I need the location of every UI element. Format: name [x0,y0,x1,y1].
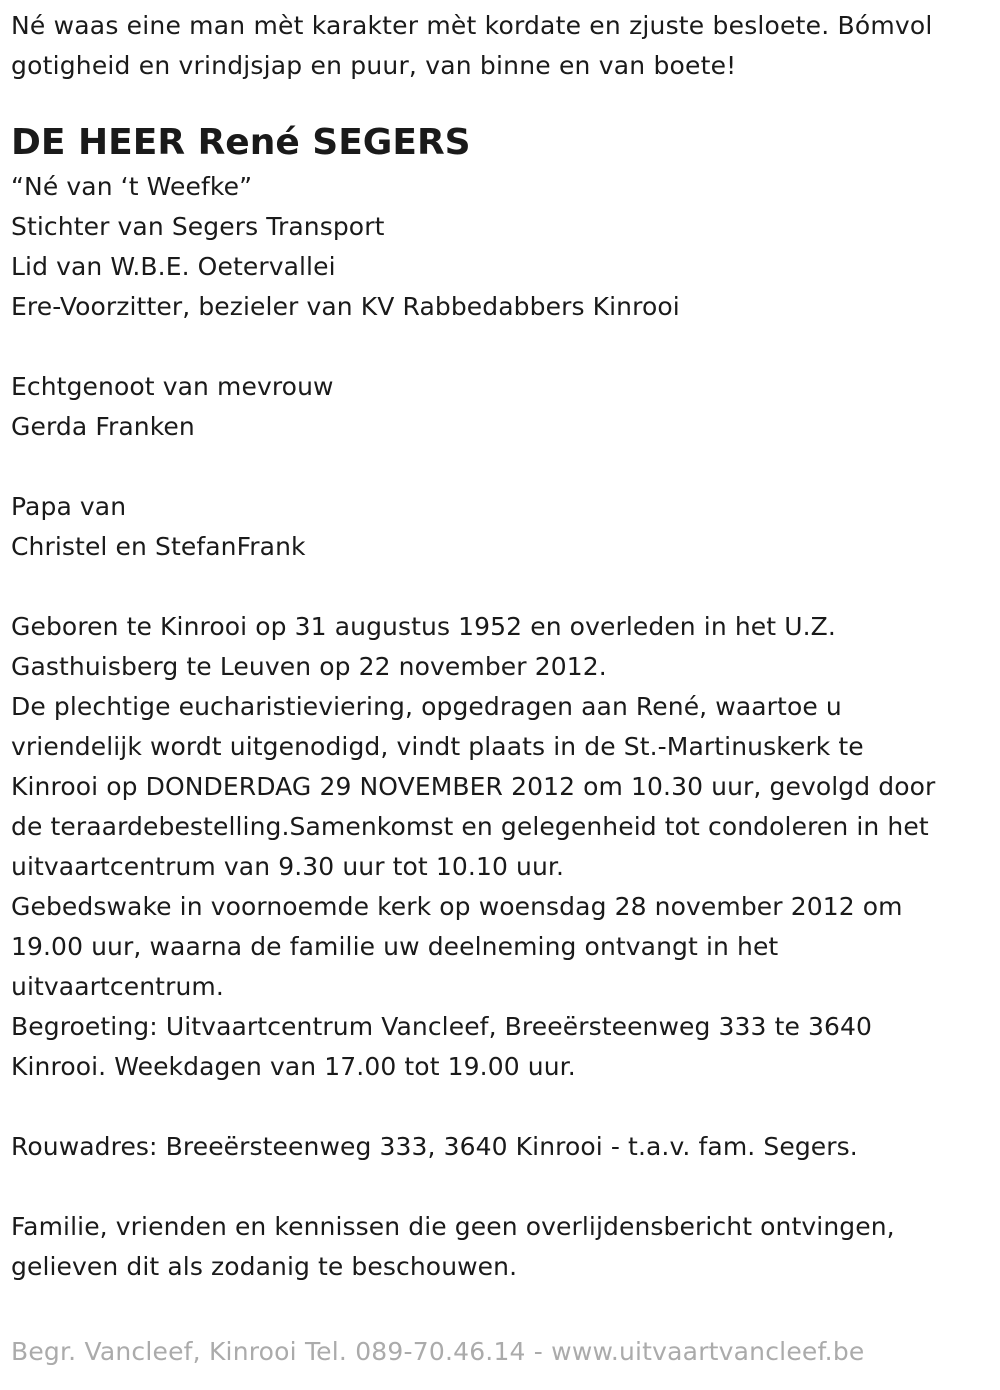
role-line: Lid van W.B.E. Oetervallei [11,252,336,281]
details-line: uitvaartcentrum van 9.30 uur tot 10.10 uur. [11,852,565,881]
details-line: 19.00 uur, waarna de familie uw deelneming ontvangt in het [11,932,779,961]
details-line: Kinrooi op DONDERDAG 29 NOVEMBER 2012 om 10.30 uur, gevolgd door [11,772,936,801]
spacer [11,567,991,607]
spacer [11,447,991,487]
details-line: Gasthuisberg te Leuven op 22 november 2012. [11,652,607,681]
deceased-name-title: DE HEER René SEGERS [11,122,471,163]
details-section [11,607,991,1087]
obituary-document [11,6,991,1287]
role-line: Stichter van Segers Transport [11,212,385,241]
notice-section [11,1207,991,1287]
details-line: vriendelijk wordt uitgenodigd, vindt plaats in de St.-Martinuskerk te [11,732,864,761]
children-names: Christel en StefanFrank [11,532,306,561]
role-line: “Né van ‘t Weefke” [11,172,253,201]
intro-line: gotigheid en vrindjsjap en puur, van binne en van boete! [11,51,737,80]
children-line: Papa van [11,492,127,521]
spacer [11,1087,991,1127]
details-line: Begroeting: Uitvaartcentrum Vancleef, Breeërsteenweg 333 te 3640 [11,1012,873,1041]
spacer [11,327,991,367]
details-line: uitvaartcentrum. [11,972,224,1001]
children-section [11,487,991,567]
spouse-name: Gerda Franken [11,412,195,441]
roles-list [11,167,991,327]
details-line: De plechtige eucharistieviering, opgedragen aan René, waartoe u [11,692,842,721]
spouse-section [11,367,991,447]
details-line: Kinrooi. Weekdagen van 17.00 tot 19.00 uur. [11,1052,576,1081]
spacer [11,1167,991,1207]
funeral-home-footer: Begr. Vancleef, Kinrooi Tel. 089-70.46.14 - www.uitvaartvancleef.be [11,1337,865,1366]
intro-verse [11,6,991,86]
notice-line: Familie, vrienden en kennissen die geen overlijdensbericht ontvingen, [11,1212,895,1241]
notice-line: gelieven dit als zodanig te beschouwen. [11,1252,518,1281]
spouse-line: Echtgenoot van mevrouw [11,372,334,401]
details-line: Geboren te Kinrooi op 31 augustus 1952 en overleden in het U.Z. [11,612,836,641]
intro-line: Né waas eine man mèt karakter mèt kordate en zjuste besloete. Bómvol [11,11,933,40]
role-line: Ere-Voorzitter, bezieler van KV Rabbedabbers Kinrooi [11,292,680,321]
details-line: Gebedswake in voornoemde kerk op woensdag 28 november 2012 om [11,892,903,921]
details-line: de teraardebestelling.Samenkomst en gelegenheid tot condoleren in het [11,812,929,841]
mourning-address: Rouwadres: Breeërsteenweg 333, 3640 Kinrooi - t.a.v. fam. Segers. [11,1132,858,1161]
